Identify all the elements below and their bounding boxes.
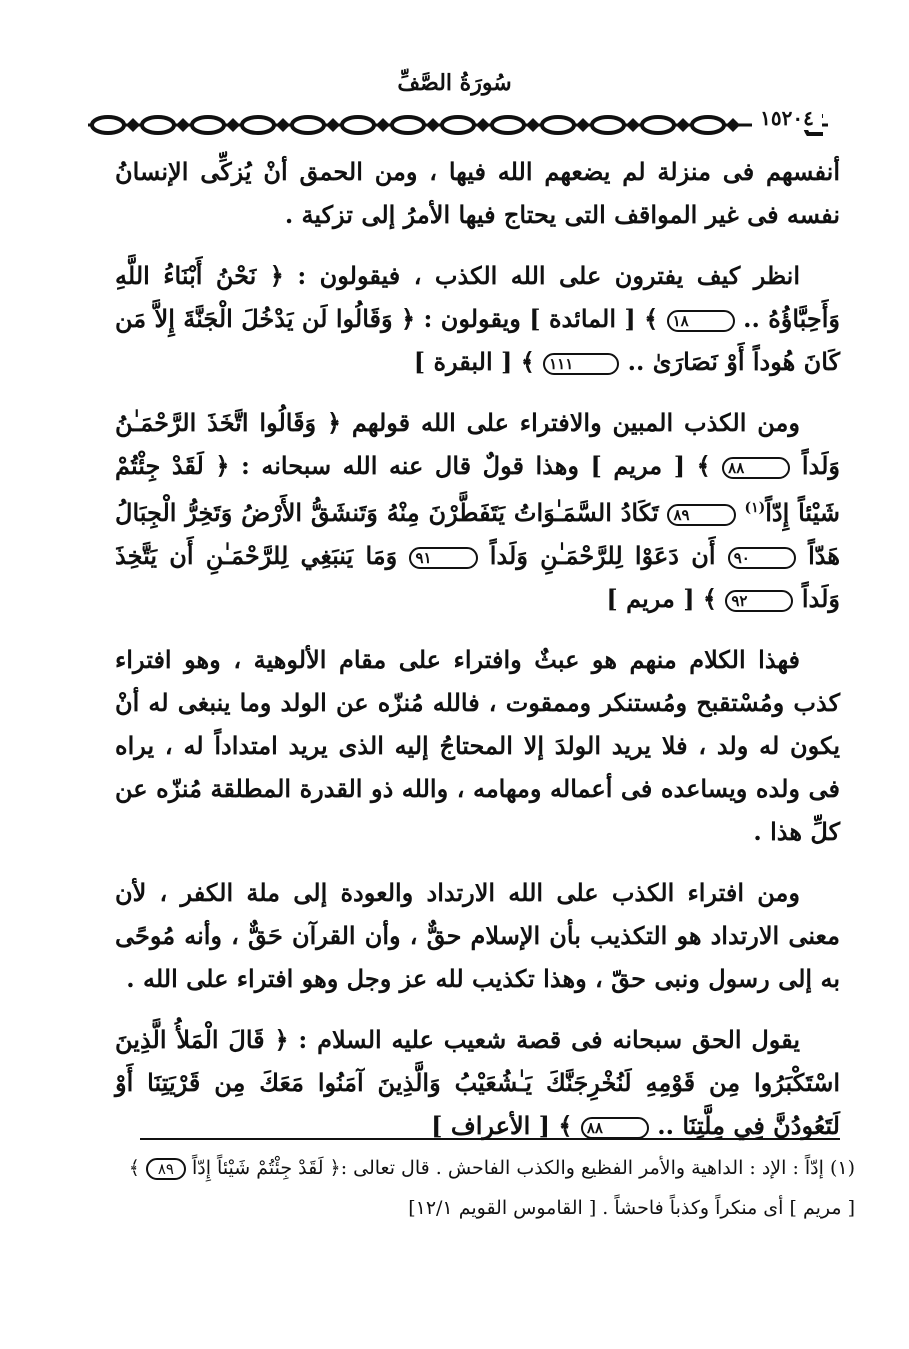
footnote-divider xyxy=(140,1138,840,1140)
ayah-number: ٨٨ xyxy=(581,1117,649,1139)
paragraph-3-text-f: ﴾ [ مريم ] xyxy=(606,584,726,613)
main-text xyxy=(115,150,840,1165)
ayah-number: ٩١ xyxy=(409,547,477,569)
ayah-number: ١١١ xyxy=(543,353,619,375)
ayah-number: ٨٩ xyxy=(667,504,735,526)
header-ornament xyxy=(88,112,828,138)
ayah-number: ٨٨ xyxy=(722,457,790,479)
footnotes xyxy=(115,1148,855,1228)
footnote-reference[interactable]: (١) xyxy=(744,500,766,516)
page-number: ١٥٢٠٤ xyxy=(752,106,822,130)
paragraph-2 xyxy=(115,254,840,383)
footnote-1-line-2: [ مريم ] أى منكراً وكذباً فاحشاً . [ القاموس القويم ١٢/١] xyxy=(408,1197,855,1219)
footnote-text-b: ﴾ xyxy=(128,1157,146,1179)
paragraph-4: فهذا الكلام منهم هو عبثٌ وافتراء على مقام الألوهية ، وهو افتراء كذب ومُسْتقبح ومُستنكر وممقوت ، فالله مُنزّه عن الولد وما ينبغى له أنْ يكون له ولد ، فلا يريد الولدَ إلا المحتاجُ إليه الذى يريد امتداداً له ، يراه فى ولده ويساعده فى أعماله ومهامه ، والله ذو القدرة المطلقة مُنزّه عن كلِّ هذا . xyxy=(115,645,840,846)
paragraph-2-text-c: ﴾ [ البقرة ] xyxy=(413,347,544,376)
ayah-number: ١٨ xyxy=(667,310,735,332)
footnote-1-line-1 xyxy=(115,1148,855,1188)
paragraph-6-text-a: يقول الحق سبحانه فى قصة شعيب عليه السلام : ﴿ قَالَ الْمَلأُ الَّذِينَ اسْتَكْبَرُوا مِن قَوْمِهِ لَنُخْرِجَنَّكَ يَـٰشُعَيْبُ وَالَّذِينَ آمَنُوا مَعَكَ مِن قَرْيَتِنَا أَوْ لَتَعُودُنَّ فِي مِلَّتِنَا .. xyxy=(115,1025,840,1140)
surah-title: سُورَةُ الصَّفِّ xyxy=(397,70,512,96)
ayah-number: ٩٢ xyxy=(725,590,793,612)
paragraph-3-text-a: ومن الكذب المبين والافتراء على الله قولهم ﴿ وَقَالُوا اتَّخَذَ الرَّحْمَـٰنُ وَلَداً xyxy=(115,408,840,480)
paragraph-2-text-a: انظر كيف يفترون على الله الكذب ، فيقولون : ﴿ نَحْنُ أَبْنَاءُ اللَّهِ وَأَحِبَّاؤُهُ .. xyxy=(115,261,840,333)
footnote-text-a: (١) إدّاً : الإد : الداهية والأمر الفظيع والكذب الفاحش . قال تعالى :﴿ لَقَدْ جِئْتُمْ شَيْئاً إِدّاً xyxy=(185,1157,855,1179)
paragraph-2-text-b: ﴾ [ المائدة ] ويقولون : ﴿ وَقَالُوا لَن يَدْخُلَ الْجَنَّةَ إِلاَّ مَن كَانَ هُوداً أَوْ نَصَارَىٰ .. xyxy=(115,304,840,376)
paragraph-1: أنفسهم فى منزلة لم يضعهم الله فيها ، ومن الحمق أنْ يُزكِّى الإنسانُ نفسه فى غير المواقف التى يحتاج فيها الأمرُ إلى تزكية . xyxy=(115,157,840,229)
paragraph-3-text-b: ﴾ [ مريم ] وهذا قولٌ قال عنه الله سبحانه : ﴿ لَقَدْ جِئْتُمْ شَيْئاً إِدّاً xyxy=(115,451,840,527)
paragraph-3 xyxy=(115,401,840,620)
paragraph-3-text-e: وَمَا يَنبَغِي لِلرَّحْمَـٰنِ أَن يَتَّخِذَ وَلَداً xyxy=(115,541,840,613)
paragraph-5: ومن افتراء الكذب على الله الارتداد والعودة إلى ملة الكفر ، لأن معنى الارتداد هو التكذيب بأن الإسلام حقٌّ ، وأن القرآن حَقٌّ ، وأنه مُوحًى به إلى رسول ونبى حقّ ، وهذا تكذيب لله عز وجل وهو افتراء على الله . xyxy=(115,878,840,993)
paragraph-3-text-c: تَكَادُ السَّمَـٰوَاتُ يَتَفَطَّرْنَ مِنْهُ وَتَنشَقُّ الأَرْضُ وَتَخِرُّ الْجِبَالُ هَدّاً xyxy=(115,498,841,570)
ayah-number: ٨٩ xyxy=(146,1158,186,1180)
paragraph-3-text-d: أَن دَعَوْا لِلرَّحْمَـٰنِ وَلَداً xyxy=(477,541,728,570)
paragraph-6-text-b: ﴾ [ الأعراف ] xyxy=(431,1111,581,1140)
ayah-number: ٩٠ xyxy=(728,547,796,569)
paragraph-6 xyxy=(115,1018,840,1147)
